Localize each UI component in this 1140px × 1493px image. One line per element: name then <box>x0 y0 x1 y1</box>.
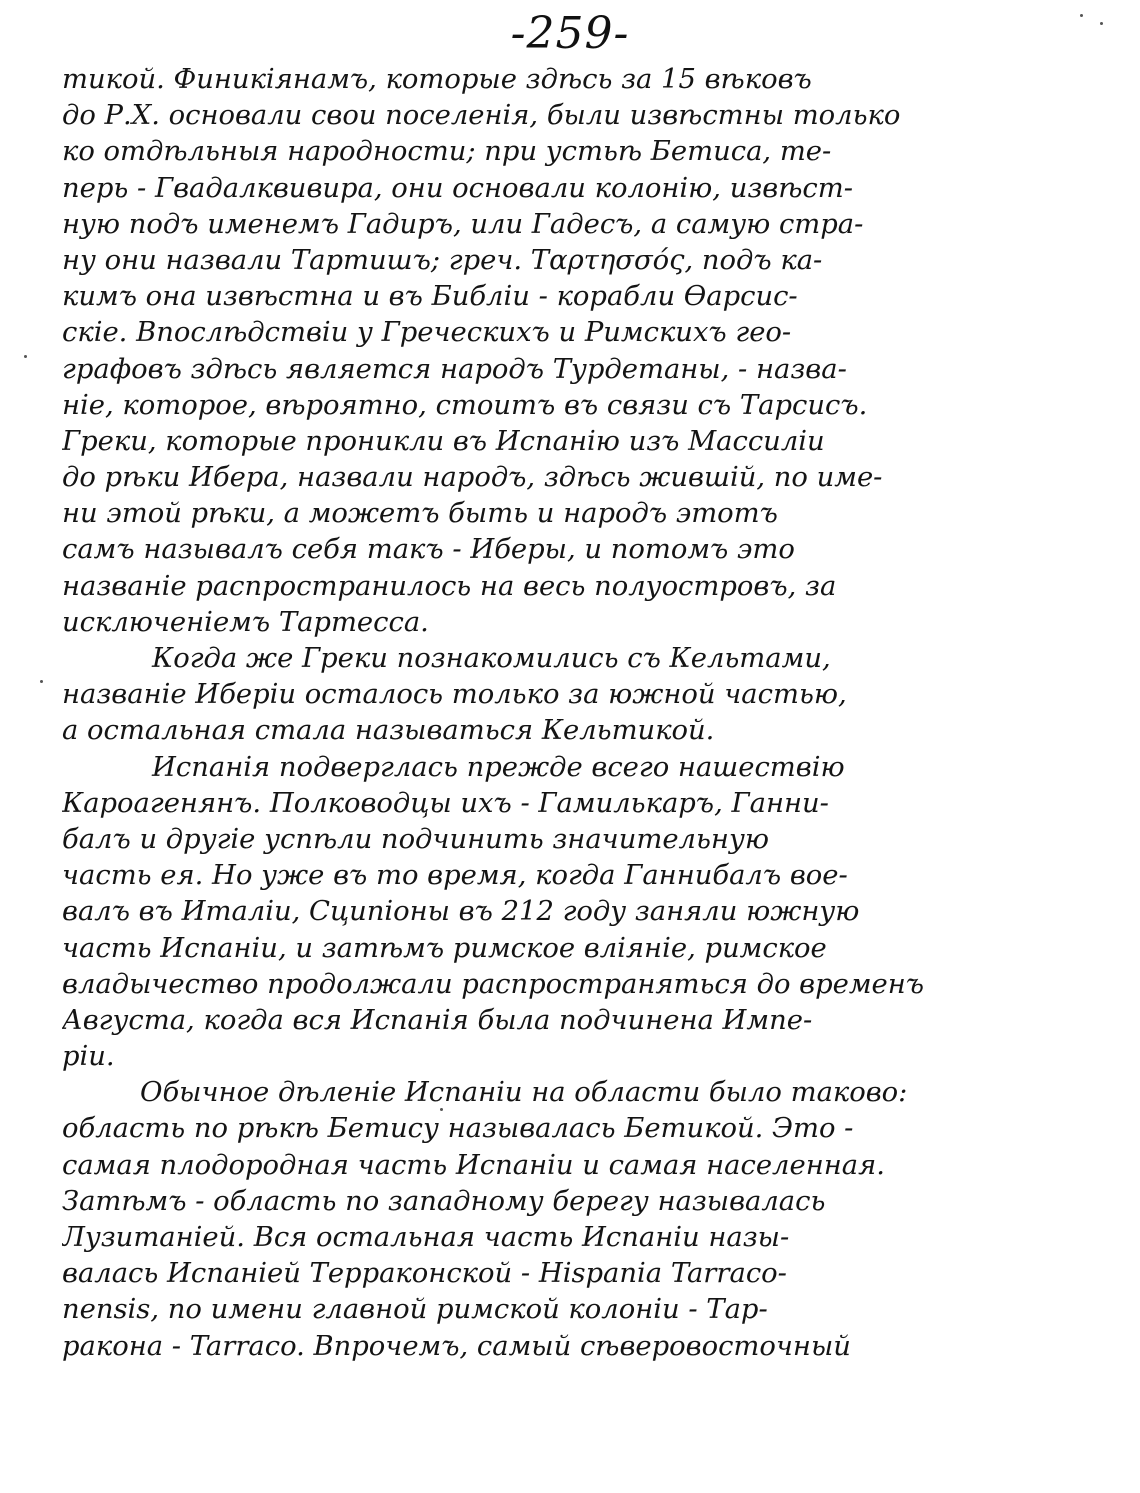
paper-speck <box>440 1108 443 1111</box>
text-line: ную подъ именемъ Гадиръ, или Гадесъ, а самую стра- <box>62 208 864 240</box>
text-line: валась Испаніей Терраконской - Hispania Tarraco- <box>62 1258 787 1290</box>
text-line: ніе, которое, вѣроятно, стоитъ въ связи съ Тарсисъ. <box>62 389 868 421</box>
text-line: ріи. <box>62 1041 115 1073</box>
text-line: Августа, когда вся Испанія была подчинена Импе- <box>62 1004 813 1036</box>
text-line: Греки, которые проникли въ Испанію изъ Массиліи <box>62 425 825 457</box>
text-line: до рѣки Ибера, назвали народъ, здѣсь жившій, по име- <box>62 462 883 494</box>
text-line: самъ называлъ себя такъ - Иберы, и потомъ это <box>62 534 795 566</box>
text-line: Обычное дѣленіе Испаніи на области было таково: <box>140 1077 908 1109</box>
text-line: часть ея. Но уже въ то время, когда Ганнибалъ вое- <box>62 860 848 892</box>
text-line: валъ въ Италіи, Сципіоны въ 212 году заняли южную <box>62 896 860 928</box>
text-line: названіе Иберіи осталось только за южной частью, <box>62 679 847 711</box>
handwritten-text <box>62 62 1132 1365</box>
text-line: Затѣмъ - область по западному берегу называлась <box>62 1185 826 1217</box>
text-line: перь - Гвадалквивира, они основали колонію, извѣст- <box>62 172 853 204</box>
text-line: скіе. Впослѣдствіи у Греческихъ и Римскихъ гео- <box>62 317 792 349</box>
paper-speck <box>40 680 43 683</box>
paper-speck <box>1080 14 1083 17</box>
text-line: владычество продолжали распространяться до временъ <box>62 968 925 1000</box>
text-line: ну они назвали Тартишъ; греч. Ταρτησσός, подъ ка- <box>62 244 823 276</box>
text-line: до Р.Х. основали свои поселенія, были извѣстны только <box>62 100 901 132</box>
paper-speck <box>24 355 27 358</box>
page-number: -259- <box>510 8 630 59</box>
text-line: ракона - Tarraco. Впрочемъ, самый сѣверовосточный <box>62 1330 851 1362</box>
text-line: ни этой рѣки, а можетъ быть и народъ этотъ <box>62 498 778 530</box>
text-line: nensis, по имени главной римской колоніи - Тар- <box>62 1294 768 1326</box>
paper-speck <box>1100 22 1103 25</box>
text-line: Лузитаніей. Вся остальная часть Испаніи назы- <box>62 1222 790 1253</box>
text-line: Кароагенянъ. Полководцы ихъ - Гамилькаръ, Ганни- <box>62 787 829 819</box>
text-line: названіе распространилось на весь полуостровъ, за <box>62 570 837 602</box>
text-line: самая плодородная часть Испаніи и самая населенная. <box>62 1149 885 1181</box>
text-line: ко отдѣльныя народности; при устьѣ Бетиса, те- <box>62 136 832 168</box>
text-line: а остальная стала называться Кельтикой. <box>62 715 715 747</box>
text-line: часть Испаніи, и затѣмъ римское вліяніе, римское <box>62 932 827 964</box>
text-line: кимъ она извѣстна и въ Библіи - корабли Өарсис- <box>62 281 798 313</box>
text-line: Когда же Греки познакомились съ Кельтами, <box>152 643 831 674</box>
text-line: область по рѣкѣ Бетису называлась Бетикой. Это - <box>62 1113 854 1145</box>
text-line: графовъ здѣсь является народъ Турдетаны, - назва- <box>62 353 847 385</box>
text-line: Испанія подверглась прежде всего нашествію <box>152 751 845 783</box>
text-line: тикой. Финикіянамъ, которые здѣсь за 15 вѣковъ <box>62 64 812 95</box>
text-line: балъ и другіе успѣли подчинить значительную <box>62 823 769 855</box>
text-line: исключеніемъ Тартесса. <box>62 606 429 638</box>
